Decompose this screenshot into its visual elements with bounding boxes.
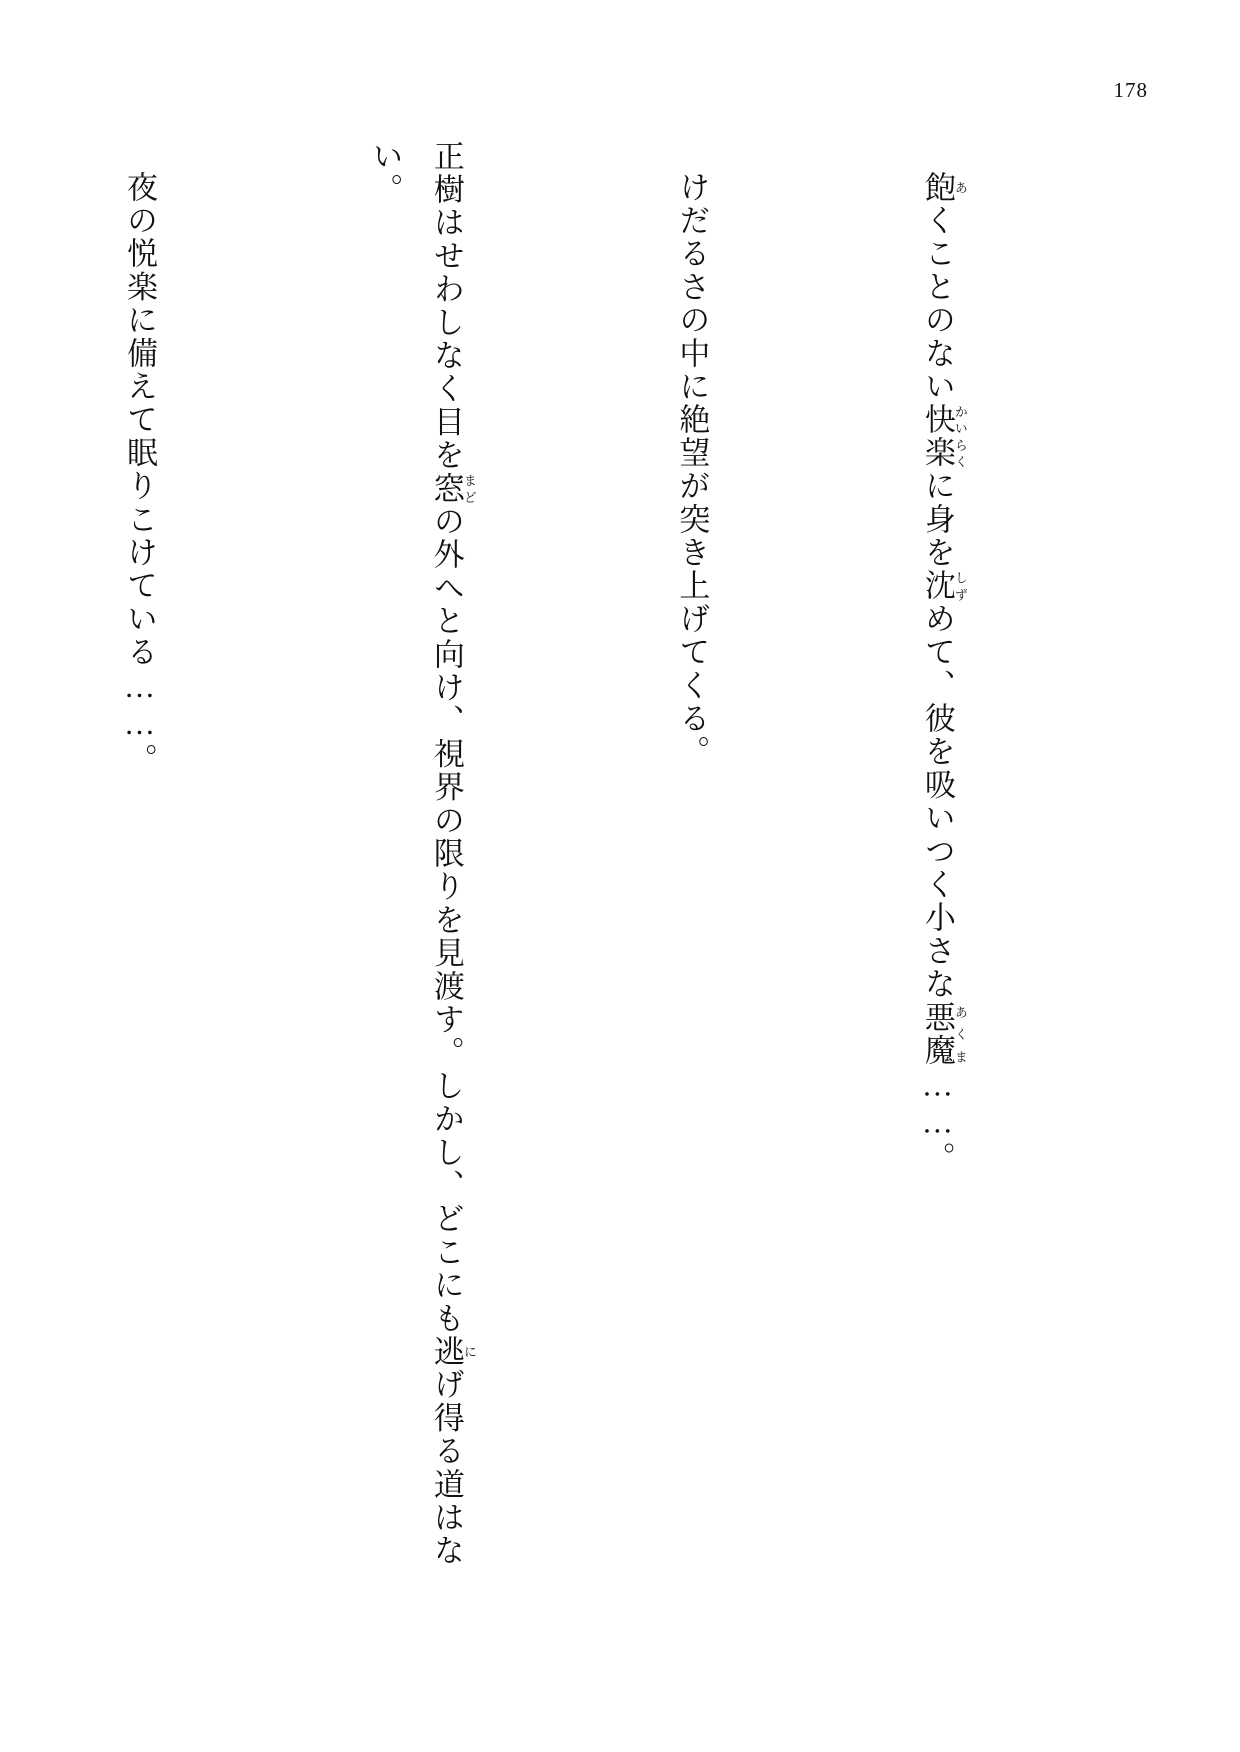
page-number: 178 <box>1113 78 1148 102</box>
ruby-aku: 飽あ <box>919 171 968 205</box>
ruby-akuma: 悪魔あくま <box>919 1001 968 1068</box>
paragraph: 飽あくことのない快楽かいらくに身を沈しずめて、彼を吸いつく小さな悪魔あくま……。 <box>919 171 968 1176</box>
ruby-shizu: 沈しず <box>919 569 968 603</box>
page-body-text <box>88 140 1152 1632</box>
ruby-ni: 逃に <box>428 1335 477 1369</box>
ruby-mado: 窓まど <box>428 472 477 506</box>
paragraph: 正樹はせわしなく目を窓まどの外へと向け、視界の限りを見渡す。しかし、どこにも逃にげ得る道はない。 <box>367 140 477 1568</box>
ruby-kairaku: 快楽かいらく <box>919 403 968 470</box>
paragraph: けだるさの中に絶望が突き上げてくる。 <box>674 171 710 769</box>
paragraph: 夜の悦楽に備えて眠りこけている……。 <box>122 171 157 777</box>
